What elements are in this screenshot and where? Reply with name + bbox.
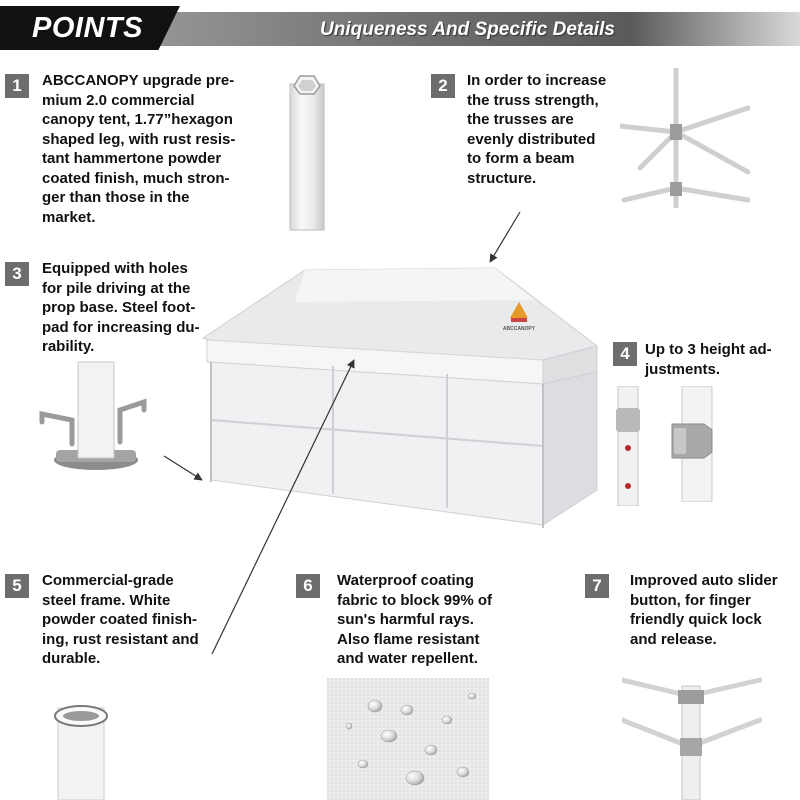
point-3-text: Equipped with holes for pile driving at the prop base. Steel foot- pad for increasing du- rability. bbox=[42, 260, 200, 355]
point-1-text: ABCCANOPY upgrade pre- mium 2.0 commercial canopy tent, 1.77”hexagon shaped leg, with rust resis- tant hammertone powder coated finish, much stron- ger than those in the market. bbox=[42, 72, 236, 226]
footpad-image bbox=[38, 360, 148, 478]
point-2-text: In order to increase the truss strength, the trusses are evenly distributed to form a beam structure. bbox=[467, 72, 607, 187]
tent-logo-text: ABCCANOPY bbox=[502, 326, 536, 332]
point-4-text: Up to 3 height ad- justments. bbox=[645, 341, 772, 378]
canopy-tent-image bbox=[155, 190, 625, 530]
header-banner bbox=[0, 6, 800, 48]
point-4-number: 4 bbox=[613, 342, 637, 366]
waterproof-fabric-image bbox=[327, 678, 489, 800]
point-6-text: Waterproof coating fabric to block 99% of sun's harmful rays. Also flame resistant and water repellent. bbox=[337, 572, 493, 667]
slider-button-image bbox=[660, 386, 726, 502]
truss-structure-image bbox=[620, 68, 750, 208]
point-5-text: Commercial-grade steel frame. White powder coated finish- ing, rust resistant and durable. bbox=[42, 572, 199, 667]
auto-slider-bracket-image bbox=[622, 676, 762, 800]
point-1-number: 1 bbox=[5, 74, 29, 98]
point-3-number: 3 bbox=[5, 262, 29, 286]
height-slider-image bbox=[610, 386, 646, 506]
oval-steel-tube-image bbox=[40, 698, 120, 800]
point-7-text: Improved auto slider button, for finger friendly quick lock and release. bbox=[630, 572, 778, 648]
point-6-number: 6 bbox=[296, 574, 320, 598]
point-7-number: 7 bbox=[585, 574, 609, 598]
point-5-number: 5 bbox=[5, 574, 29, 598]
point-2-number: 2 bbox=[431, 74, 455, 98]
points-label: POINTS bbox=[32, 12, 143, 44]
header-title: Uniqueness And Specific Details bbox=[320, 19, 615, 40]
